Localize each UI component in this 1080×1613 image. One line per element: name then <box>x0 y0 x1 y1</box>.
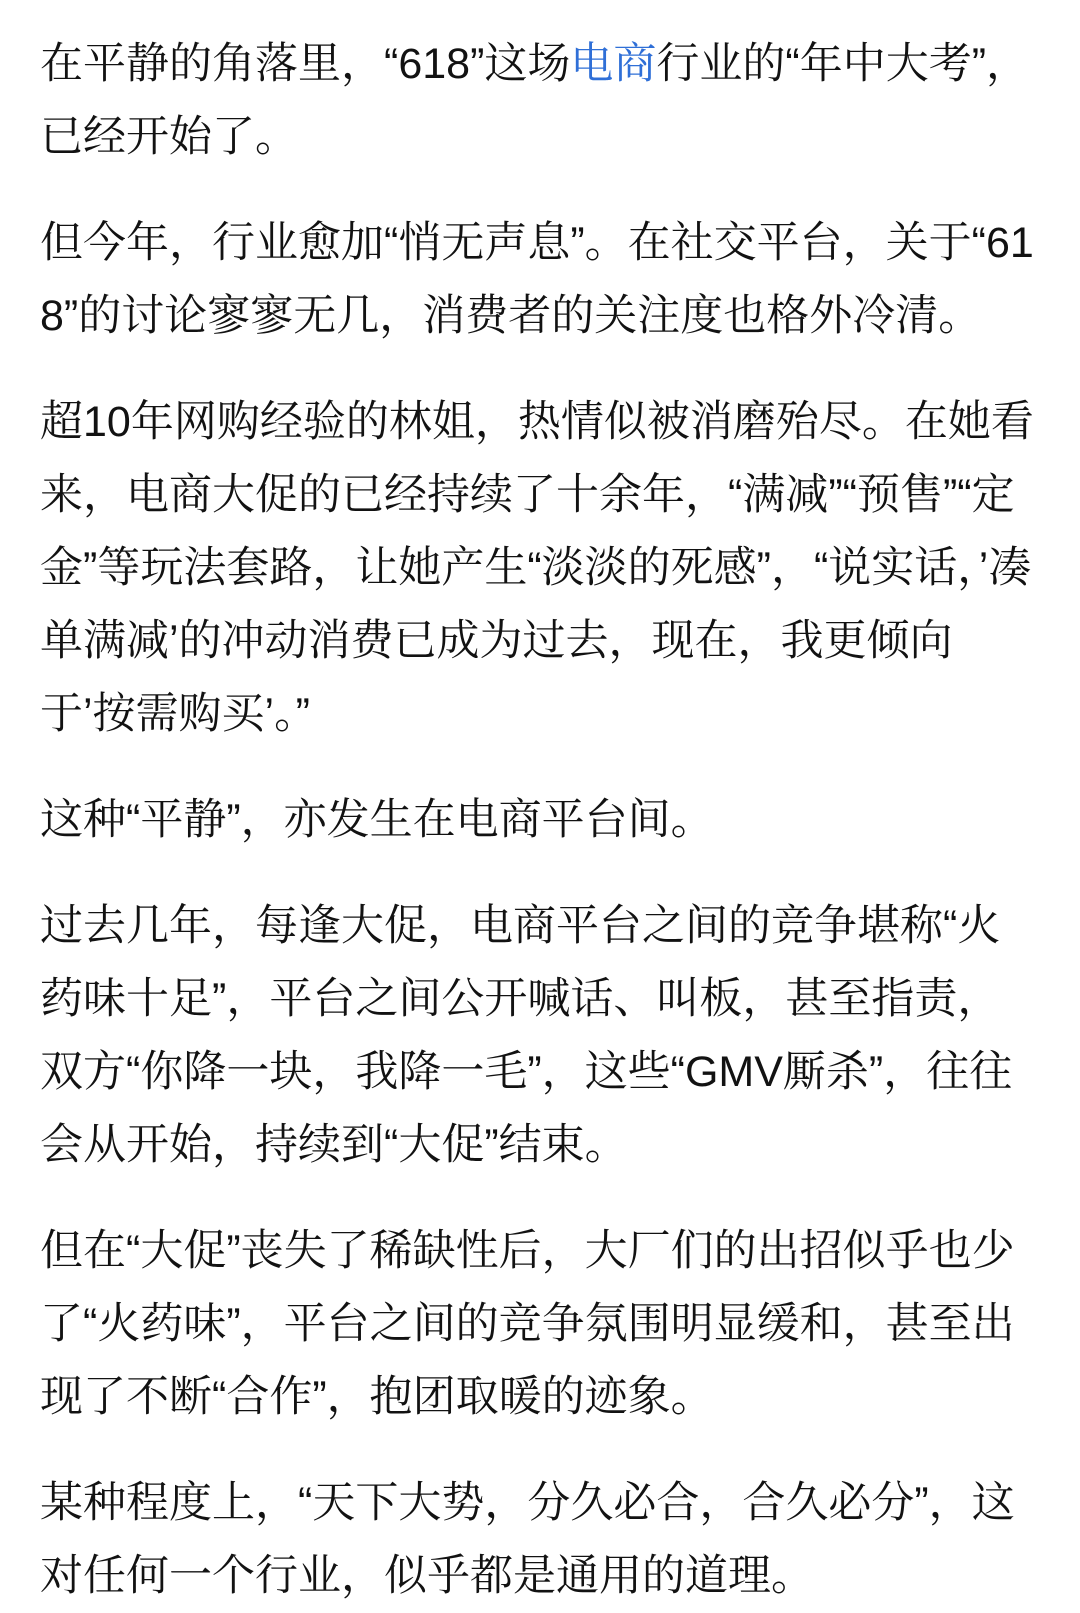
paragraph <box>40 207 1040 353</box>
paragraph <box>40 1215 1040 1434</box>
paragraph <box>40 890 1040 1182</box>
paragraph <box>40 28 1040 174</box>
text-segment: 某种程度上，“天下大势，分久必合，合久必分”，这对任何一个行业，似乎都是通用的道理。 <box>40 1479 1015 1600</box>
text-segment: 行业的“年中大考”，已经开始了。 <box>40 40 1030 161</box>
text-segment: 这种“平静”，亦发生在电商平台间。 <box>40 796 714 844</box>
paragraph <box>40 784 1040 857</box>
text-segment: 过去几年，每逢大促，电商平台之间的竞争堪称“火药味十足”，平台之间公开喊话、叫板，甚至指责，双方“你降一块，我降一毛”，这些“GMV厮杀”，往往会从开始，持续到“大促”结束。 <box>40 902 1013 1169</box>
text-segment: 在平静的角落里，“618”这场 <box>40 40 571 88</box>
text-segment: 超10年网购经验的林姐，热情似被消磨殆尽。在她看来，电商大促的已经持续了十余年，“满减”“预售”“定金”等玩法套路，让她产生“淡淡的死感”，“说实话，’凑单满减’的冲动消费已成为过去，现在，我更倾向于’按需购买’。” <box>40 398 1034 738</box>
paragraph <box>40 1467 1040 1613</box>
ecommerce-link[interactable]: 电商 <box>570 40 657 88</box>
text-segment: 但在“大促”丧失了稀缺性后，大厂们的出招似乎也少了“火药味”，平台之间的竞争氛围明显缓和，甚至出现了不断“合作”，抱团取暖的迹象。 <box>40 1227 1015 1421</box>
text-segment: 但今年，行业愈加“悄无声息”。在社交平台，关于“618”的讨论寥寥无几，消费者的关注度也格外冷清。 <box>40 219 1034 340</box>
paragraph <box>40 386 1040 751</box>
